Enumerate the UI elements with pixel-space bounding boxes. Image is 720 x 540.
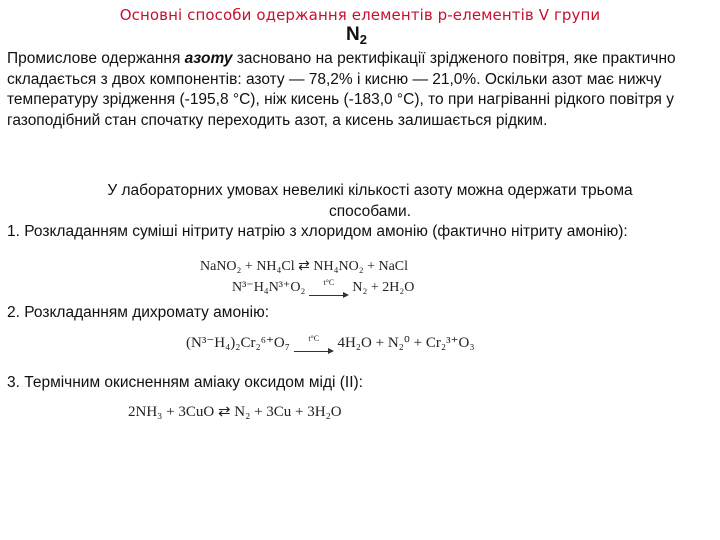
reaction-arrow-icon: t°C — [294, 340, 334, 349]
formula-subscript: 2 — [359, 32, 367, 47]
method-3-text: 3. Термічним окисненням аміаку оксидом міді (II): — [7, 374, 363, 391]
industrial-production-paragraph — [7, 49, 717, 131]
paragraph-text-after: засновано на ректифікації зрідженого повітря, яке практично складається з двох компонентів: азоту — 78,2% і кисню — 21,0%. Оскільки азот має нижчу температуру зрідження (-195,8 °С), ніж кисень (-183,0 °С), то при нагріванні рідкого повітря у газоподібний стан спочатку переходить азот, а кисень залишається рідким. — [7, 50, 676, 129]
equation-1a: NaNO₂ + NH₄Cl ⇄ NH₄NO₂ + NaCl — [200, 259, 409, 274]
equation-1b-reactants: N³⁻H₄N³⁺O₂ — [232, 280, 306, 295]
laboratory-methods-section — [7, 181, 713, 243]
equation-3: 2NH₃ + 3CuO ⇄ N₂ + 3Cu + 3H₂O — [128, 404, 342, 420]
equation-1b-products: N₂ + 2H₂O — [352, 280, 415, 295]
method-2-text: 2. Розкладанням дихромату амонію: — [7, 304, 269, 321]
page-title: Основні способи одержання елементів p-елементів V групи — [119, 6, 601, 24]
equation-1b — [232, 279, 414, 296]
formula-symbol: N — [346, 24, 360, 45]
highlighted-term: азоту — [184, 50, 233, 67]
formula-heading — [346, 24, 367, 47]
lab-intro-line2: способами. — [328, 202, 412, 220]
equation-2-products: 4H₂O + N₂⁰ + Cr₂³⁺O₃ — [337, 335, 475, 351]
method-1-text: 1. Розкладанням суміші нітриту натрію з хлоридом амонію (фактично нітриту амонію): — [7, 223, 628, 240]
equation-2 — [186, 333, 475, 352]
paragraph-text-before: Промислове одержання — [7, 50, 185, 67]
equation-2-reactants: (N³⁻H₄)₂Cr₂⁶⁺O₇ — [186, 335, 290, 351]
reaction-arrow-icon: t°C — [309, 284, 349, 293]
lab-intro-line1: У лабораторних умовах невеликі кількості азоту можна одержати трьома — [107, 182, 633, 199]
